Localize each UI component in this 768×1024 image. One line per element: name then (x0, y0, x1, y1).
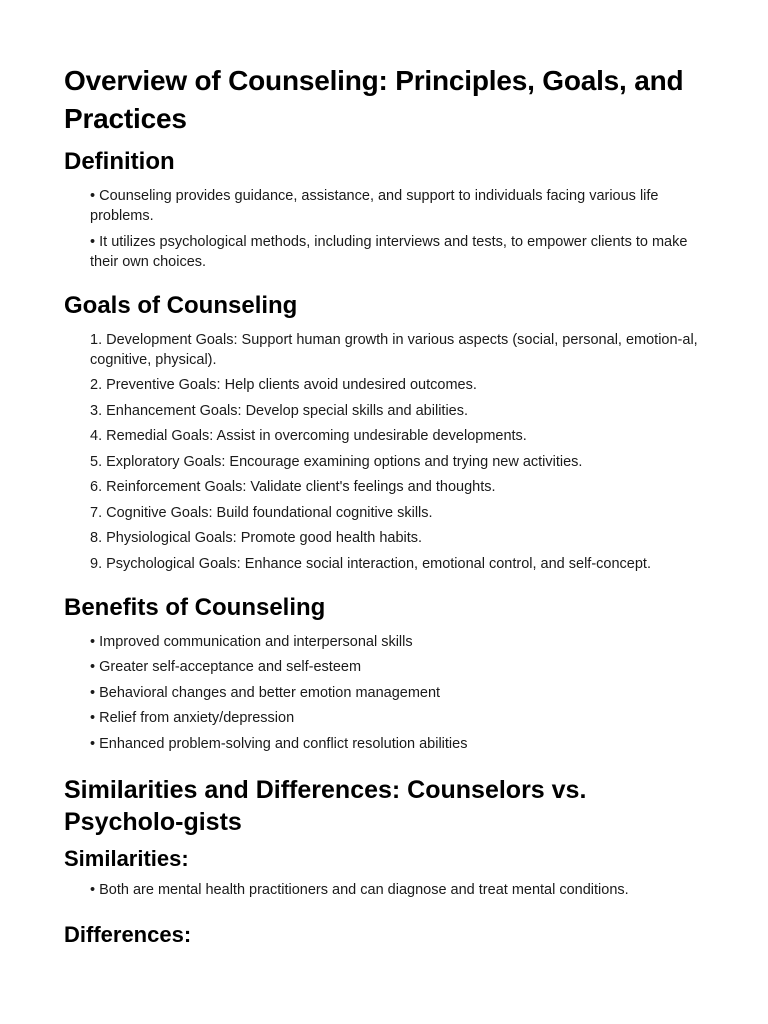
list-item: 9. Psychological Goals: Enhance social interaction, emotional control, and self-concept. (90, 555, 651, 572)
list-item: • Counseling provides guidance, assistance, and support to individuals facing various life problems. (90, 188, 659, 224)
list-item: 2. Preventive Goals: Help clients avoid undesired outcomes. (90, 377, 477, 393)
list-item: • Behavioral changes and better emotion management (90, 684, 441, 701)
list-item: • Both are mental health practitioners and can diagnose and treat mental conditions. (90, 881, 629, 898)
list-item: 5. Exploratory Goals: Encourage examining options and trying new activities. (90, 453, 583, 470)
list-item: 8. Physiological Goals: Promote good health habits. (90, 530, 423, 546)
benefits-heading: Benefits of Counseling (64, 593, 326, 621)
goals-heading: Goals of Counseling (64, 291, 298, 319)
similarities-heading: Similarities: (64, 845, 189, 871)
list-item: • Enhanced problem-solving and conflict resolution abilities (90, 735, 468, 752)
differences-heading: Differences: (64, 921, 192, 947)
list-item: 3. Enhancement Goals: Develop special skills and abilities. (90, 402, 469, 419)
list-item: 1. Development Goals: Support human growth in various aspects (social, personal, emotion-al, cognitive, physical). (90, 331, 698, 368)
list-item: • Greater self-acceptance and self-esteem (90, 659, 362, 675)
comparison-heading: Similarities and Differences: Counselors vs. Psycholo-gists (64, 775, 587, 836)
definition-list (64, 186, 704, 272)
list-item: • Relief from anxiety/depression (90, 710, 295, 726)
page-title: Overview of Counseling: Principles, Goals, and Practices (64, 65, 684, 134)
list-item: 7. Cognitive Goals: Build foundational cognitive skills. (90, 504, 433, 521)
benefits-list (64, 632, 704, 754)
definition-heading: Definition (64, 148, 175, 175)
list-item: 4. Remedial Goals: Assist in overcoming undesirable developments. (90, 428, 527, 444)
goals-list (64, 330, 704, 574)
list-item: • It utilizes psychological methods, including interviews and tests, to empower clients to make their own choices. (90, 233, 688, 270)
similarities-list (64, 880, 704, 900)
list-item: 6. Reinforcement Goals: Validate client's feelings and thoughts. (90, 479, 496, 495)
list-item: • Improved communication and interpersonal skills (90, 633, 413, 650)
